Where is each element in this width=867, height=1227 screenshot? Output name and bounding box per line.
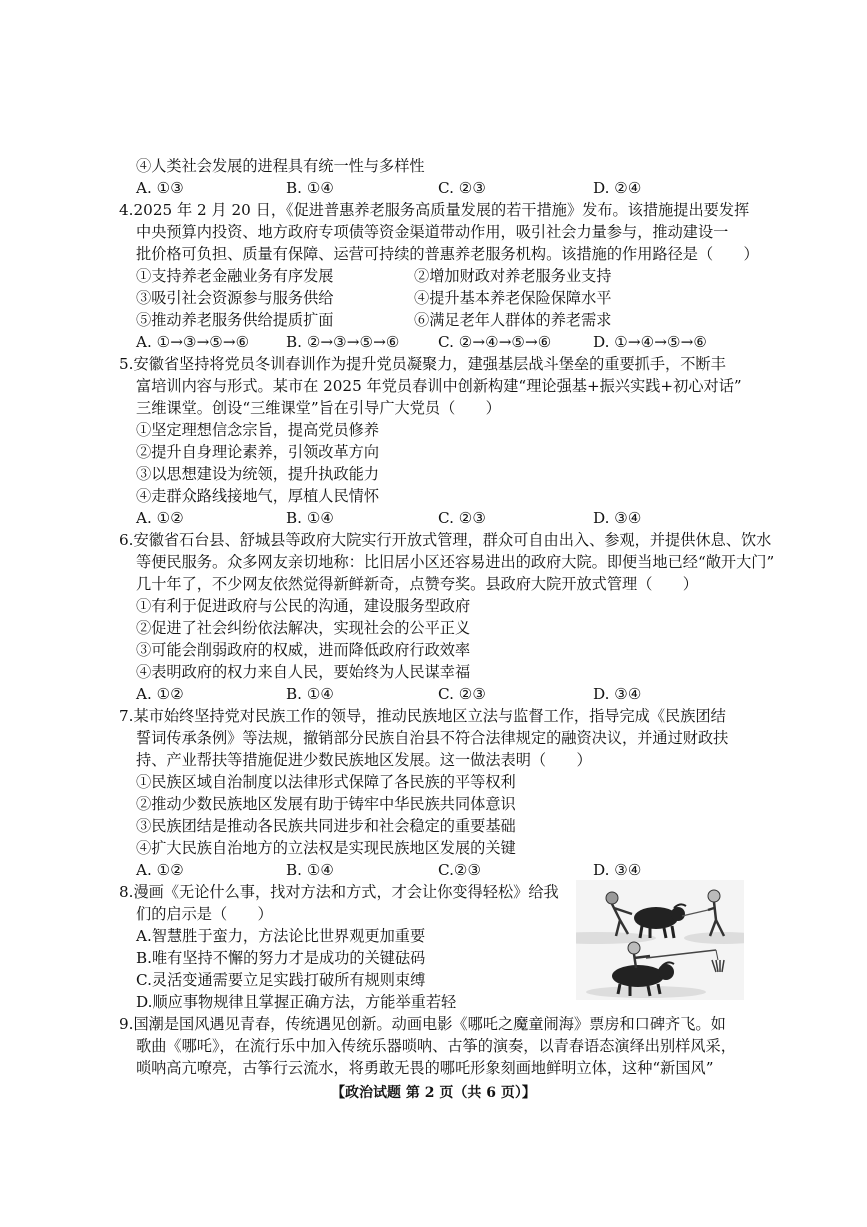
q4-option-b: B. ②→③→⑤→⑥ xyxy=(286,333,400,351)
q7-stem-line2: 誓词传承条例》等法规，撤销部分民族自治县不符合法律规定的融资决议，并通过财政扶 xyxy=(136,729,729,747)
q7-item-1: ①民族区域自治制度以法律形式保障了各民族的平等权利 xyxy=(136,773,516,791)
q3-option-b: B. ①④ xyxy=(286,179,335,197)
q6-option-a: A. ①② xyxy=(136,685,184,703)
q5-option-c: C. ②③ xyxy=(438,509,486,527)
q9-stem-line1: 9.国潮是国风遇见青春，传统遇见创新。动画电影《哪吒之魔童闹海》票房和口碑齐飞。如 xyxy=(119,1015,726,1033)
q9-stem-line2: 歌曲《哪吒》，在流行乐中加入传统乐器唢呐、古筝的演奏，以青春语态演绎出别样风采， xyxy=(136,1037,736,1055)
q9-stem-line3: 唢呐高亢嘹亮，古筝行云流水，将勇敢无畏的哪吒形象刻画地鲜明立体，这种“新国风” xyxy=(136,1059,714,1077)
q3-option-d: D. ②④ xyxy=(593,179,642,197)
q4-stem-line1: 4.2025 年 2 月 20 日，《促进普惠养老服务高质量发展的若干措施》发布。该措施提出要发挥 xyxy=(119,201,750,219)
q4-item-5: ⑤推动养老服务供给提质扩面 xyxy=(136,311,334,329)
q4-option-d: D. ①→④→⑤→⑥ xyxy=(593,333,707,351)
q4-item-3: ③吸引社会资源参与服务供给 xyxy=(136,289,334,307)
q7-item-2: ②推动少数民族地区发展有助于铸牢中华民族共同体意识 xyxy=(136,795,516,813)
q3-option-a: A. ①③ xyxy=(136,179,184,197)
q6-item-1: ①有利于促进政府与公民的沟通，建设服务型政府 xyxy=(136,597,471,615)
q7-option-b: B. ①④ xyxy=(286,861,335,879)
q6-option-b: B. ①④ xyxy=(286,685,335,703)
q7-item-3: ③民族团结是推动各民族共同进步和社会稳定的重要基础 xyxy=(136,817,516,835)
q3-item-4: ④人类社会发展的进程具有统一性与多样性 xyxy=(136,157,425,175)
q4-item-4: ④提升基本养老保险保障水平 xyxy=(414,289,612,307)
q7-option-d: D. ③④ xyxy=(593,861,642,879)
page-footer: 【政治试题 第 2 页（共 6 页）】 xyxy=(331,1085,536,1101)
q4-stem-line3: 批价格可负担、质量有保障、运营可持续的普惠养老服务机构。该措施的作用路径是（ ） xyxy=(136,245,759,263)
q8-option-b: B.唯有坚持不懈的努力才是成功的关键砝码 xyxy=(136,949,426,967)
q5-option-b: B. ①④ xyxy=(286,509,335,527)
q5-option-d: D. ③④ xyxy=(593,509,642,527)
q5-item-3: ③以思想建设为统领，提升执政能力 xyxy=(136,465,379,483)
q8-option-d: D.顺应事物规律且掌握正确方法，方能举重若轻 xyxy=(136,993,457,1011)
q4-option-c: C. ②→④→⑤→⑥ xyxy=(438,333,552,351)
q5-stem-line3: 三维课堂。创设“三维课堂”旨在引导广大党员（ ） xyxy=(136,399,501,417)
q6-stem-line2: 等便民服务。众多网友亲切地称：比旧居小区还容易进出的政府大院。即便当地已经“敞开大门” xyxy=(136,553,775,571)
q8-option-c: C.灵活变通需要立足实践打破所有规则束缚 xyxy=(136,971,426,989)
q7-stem-line3: 持、产业帮扶等措施促进少数民族地区发展。这一做法表明（ ） xyxy=(136,751,592,769)
q6-item-3: ③可能会削弱政府的权威，进而降低政府行政效率 xyxy=(136,641,471,659)
q6-option-d: D. ③④ xyxy=(593,685,642,703)
q5-option-a: A. ①② xyxy=(136,509,184,527)
q8-stem-line2: 们的启示是（ ） xyxy=(136,905,273,923)
q7-option-a: A. ①② xyxy=(136,861,184,879)
q6-stem-line1: 6.安徽省石台县、舒城县等政府大院实行开放式管理，群众可自由出入、参观，并提供休息、饮水 xyxy=(119,531,772,549)
q4-option-a: A. ①→③→⑤→⑥ xyxy=(136,333,250,351)
q5-stem-line1: 5.安徽省坚持将党员冬训春训作为提升党员凝聚力，建强基层战斗堡垒的重要抓手，不断丰 xyxy=(119,355,726,373)
q8-option-a: A.智慧胜于蛮力，方法论比世界观更加重要 xyxy=(136,927,426,945)
q4-item-1: ①支持养老金融业务有序发展 xyxy=(136,267,334,285)
q5-item-2: ②提升自身理论素养，引领改革方向 xyxy=(136,443,379,461)
q4-stem-line2: 中央预算内投资、地方政府专项债等资金渠道带动作用，吸引社会力量参与，推动建设一 xyxy=(136,223,729,241)
q7-item-4: ④扩大民族自治地方的立法权是实现民族地区发展的关键 xyxy=(136,839,516,857)
q5-stem-line2: 富培训内容与形式。某市在 2025 年党员春训中创新构建“理论强基+振兴实践+初心对话” xyxy=(136,377,742,395)
q5-item-4: ④走群众路线接地气，厚植人民情怀 xyxy=(136,487,379,505)
q6-option-c: C. ②③ xyxy=(438,685,486,703)
q3-option-c: C. ②③ xyxy=(438,179,486,197)
q4-item-6: ⑥满足老年人群体的养老需求 xyxy=(414,311,612,329)
q4-item-2: ②增加财政对养老服务业支持 xyxy=(414,267,612,285)
q7-stem-line1: 7.某市始终坚持党对民族工作的领导，推动民族地区立法与监督工作，指导完成《民族团结 xyxy=(119,707,726,725)
q8-stem-line1: 8.漫画《无论什么事，找对方法和方式，才会让你变得轻松》给我 xyxy=(119,883,559,901)
q6-stem-line3: 几十年了，不少网友依然觉得新鲜新奇，点赞夸奖。县政府大院开放式管理（ ） xyxy=(136,575,698,593)
q6-item-2: ②促进了社会纠纷依法解决，实现社会的公平正义 xyxy=(136,619,471,637)
q6-item-4: ④表明政府的权力来自人民，要始终为人民谋幸福 xyxy=(136,663,471,681)
q7-option-c: C.②③ xyxy=(438,861,482,879)
q5-item-1: ①坚定理想信念宗旨，提高党员修养 xyxy=(136,421,379,439)
cartoon-ox-illustration-icon xyxy=(576,880,744,1000)
